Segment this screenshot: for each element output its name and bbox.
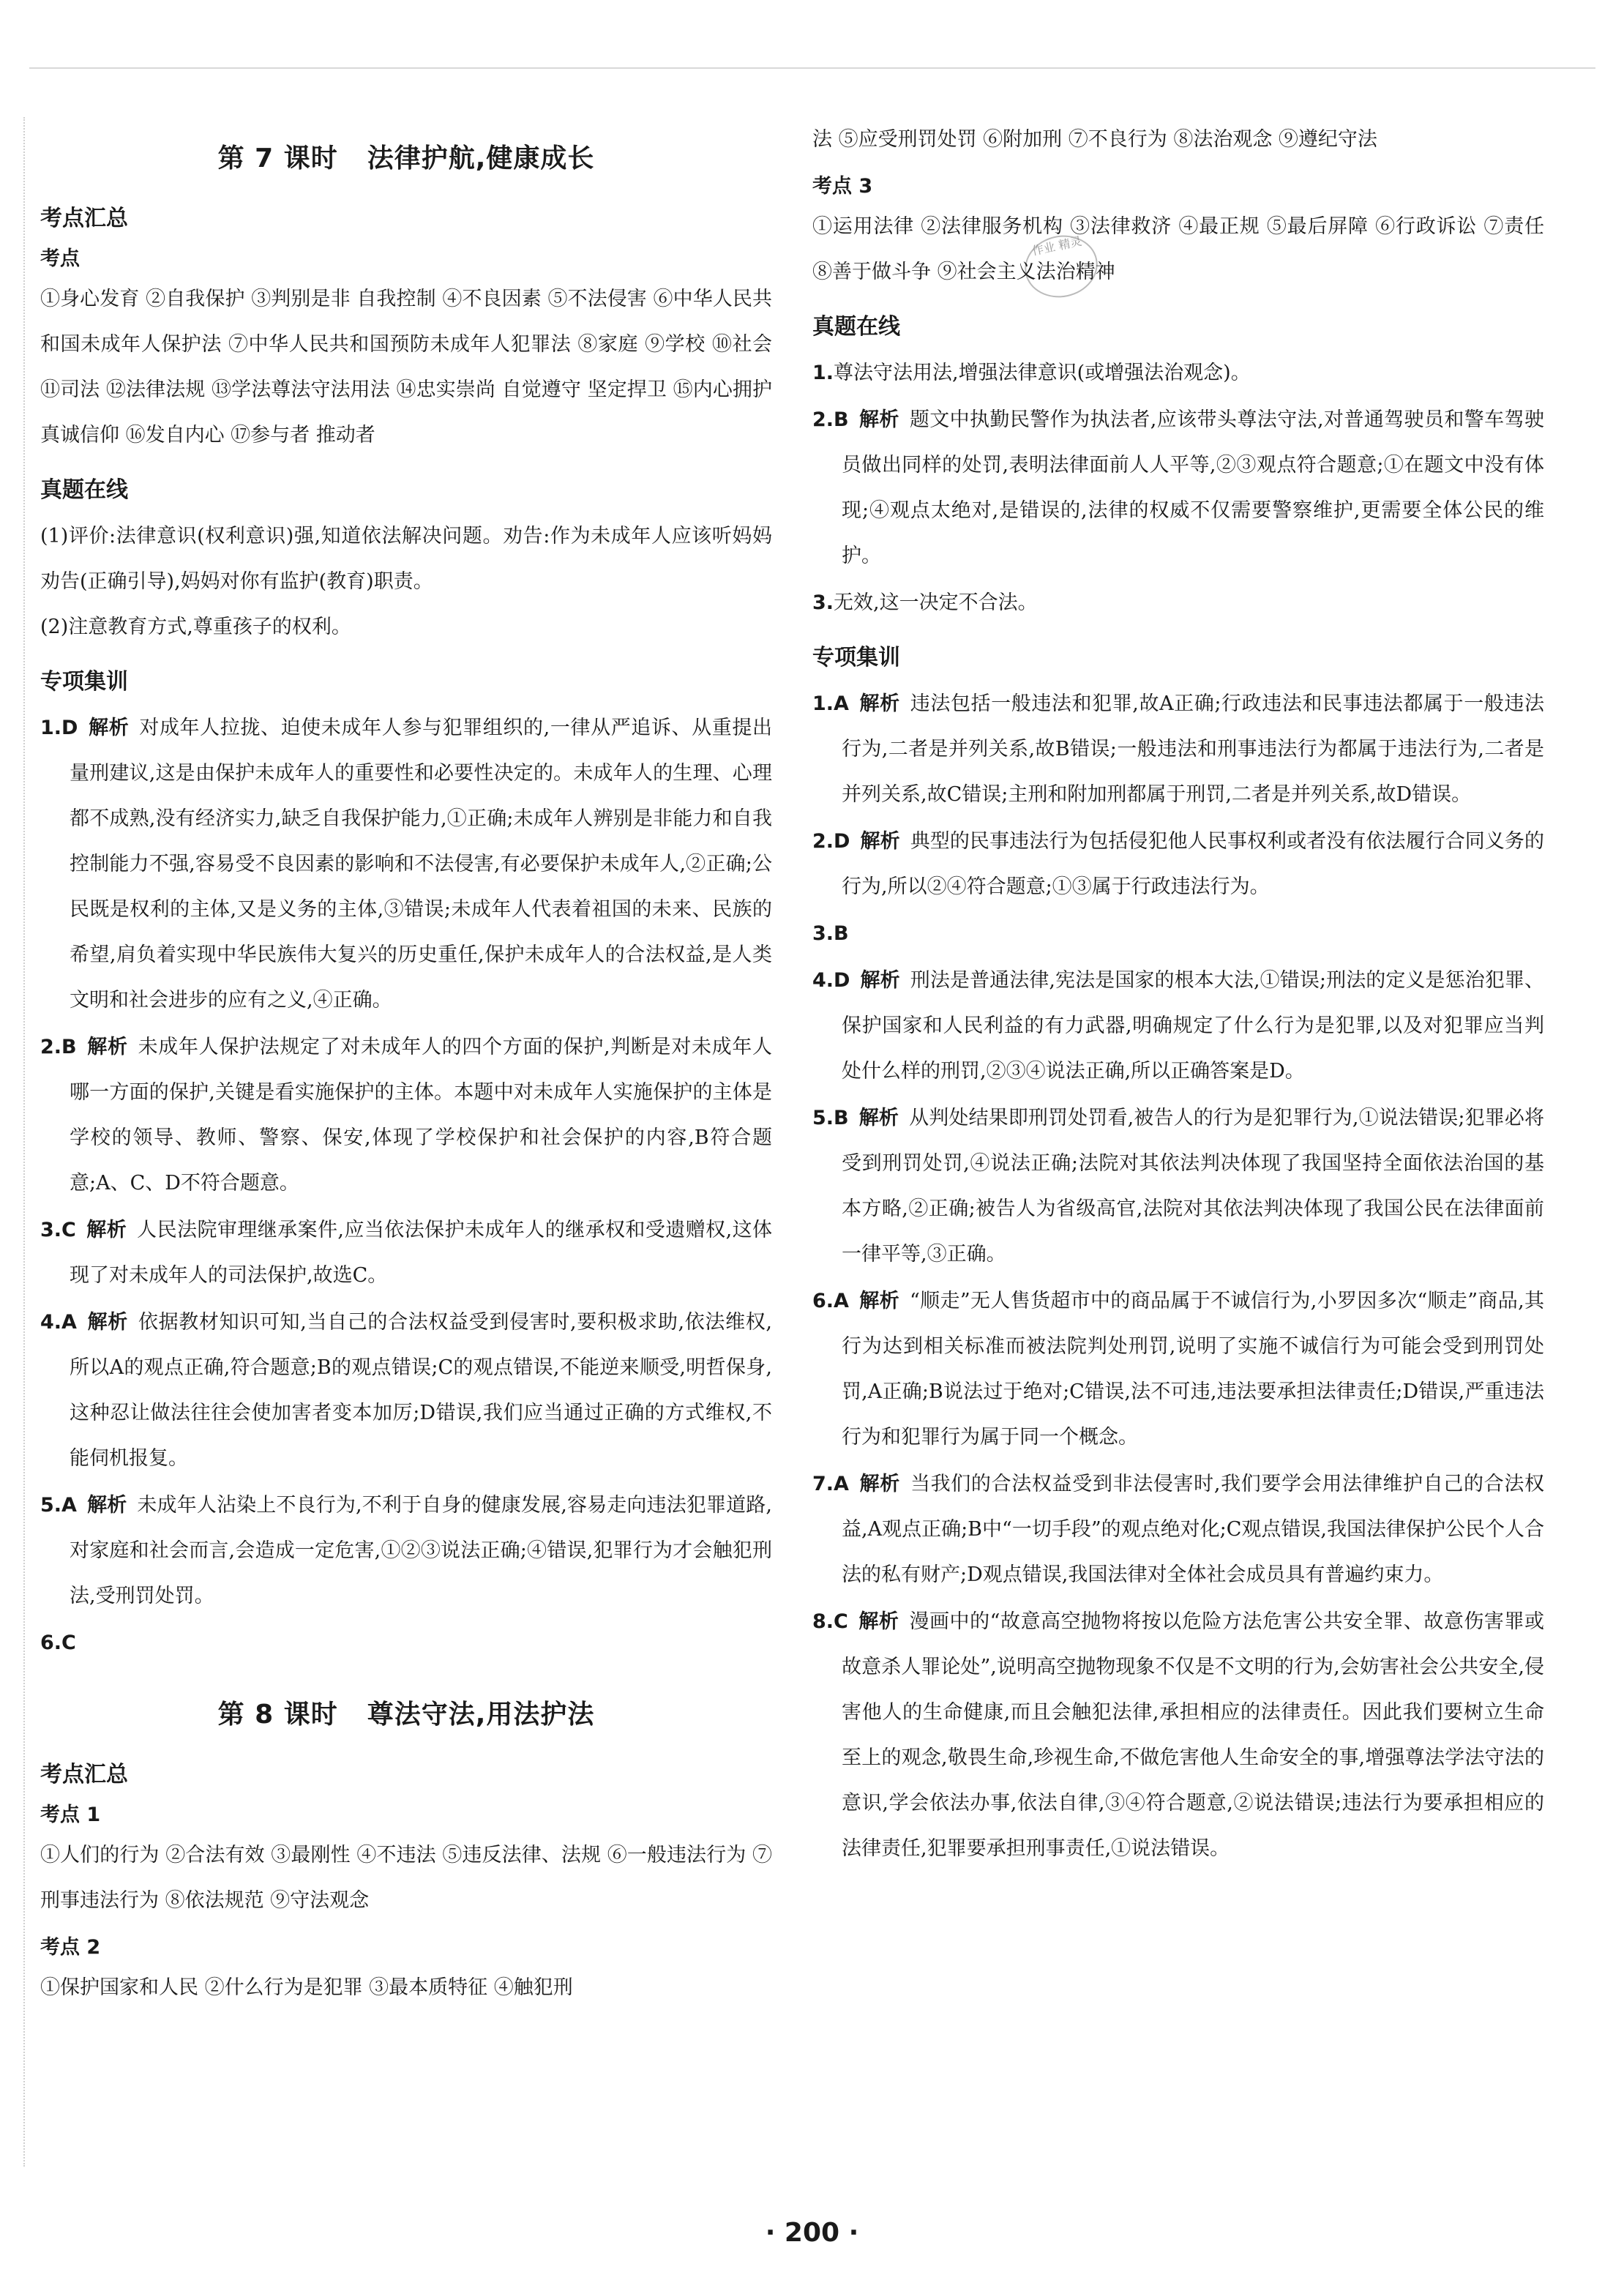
lesson8-number: 第 8 课时 [217,1700,338,1730]
page-number: · 200 · [765,2218,859,2248]
analysis-tag: 解析 [86,1494,127,1517]
lesson8-kaodian1-heading: 考点 1 [40,1804,101,1826]
analysis-tag: 解析 [86,1219,127,1241]
analysis-text: 依据教材知识可知,当自己的合法权益受到侵害时,要积极求助,依法维权,所以A的观点正确,符合题意;B的观点错误;C的观点错误,不能逆来顺受,明哲保身,这种忍让做法往往会使加害者变本加厉;D错误,我们应当通过正确的方式维权,不能伺机报复。 [70,1311,772,1470]
answer-number: 3. [812,591,834,614]
analysis-tag: 解析 [858,692,900,715]
answer-number: 1.A [812,692,849,715]
analysis-text: 人民法院审理继承案件,应当依法保护未成年人的继承权和受遗赠权,这体现了对未成年人的司法保护,故选C。 [70,1219,773,1287]
answer-item [40,706,772,1023]
answer-item [812,911,1544,957]
analysis-text: 无效,这一决定不合法。 [834,591,1038,614]
answer-number: 6.A [812,1290,849,1312]
analysis-text: 违法包括一般违法和犯罪,故A正确;行政违法和民事违法都属于一般违法行为,二者是并列关系,故B错误;一般违法和刑事违法行为都属于违法行为,二者是并列关系,故C错误;主刑和附加刑都属于刑罚,二者是并列关系,故D错误。 [842,692,1544,806]
lesson8-kaodian2-heading: 考点 2 [40,1936,101,1959]
lesson8-zhenti-heading: 真题在线 [812,314,900,340]
lesson7-kaodian-heading: 考点 [40,247,80,270]
answer-number: 7.A [812,1473,849,1495]
answer-item [812,397,1544,579]
analysis-tag: 解析 [858,1107,899,1129]
analysis-text: 对成年人拉拢、迫使未成年人参与犯罪组织的,一律从严追诉、从重提出量刑建议,这是由保护未成年人的重要性和必要性决定的。未成年人的生理、心理都不成熟,没有经济实力,缺乏自我保护能力,①正确;未成年人辨别是非能力和自我控制能力不强,容易受不良因素的影响和不法侵害,有必要保护未成年人,②正确;公民既是权利的主体,又是义务的主体,③错误;未成年人代表着祖国的未来、民族的希望,肩负着实现中华民族伟大复兴的历史重任,保护未成年人的合法权益,是人类文明和社会进步的应有之义,④正确。 [70,717,772,1012]
answer-number: 1.D [40,717,78,739]
answer-item [40,1483,772,1619]
left-column [40,110,772,2011]
answer-item [812,1096,1544,1277]
analysis-tag: 解析 [858,1290,899,1312]
analysis-text: 未成年人保护法规定了对未成年人的四个方面的保护,判断是对未成年人哪一方面的保护,关键是看实施保护的主体。本题中对未成年人实施保护的主体是学校的领导、教师、警察、保安,体现了学校保护和社会保护的内容,B符合题意;A、C、D不符合题意。 [70,1036,772,1195]
analysis-tag: 解析 [86,1311,128,1334]
lesson7-zhuanxiang-heading: 专项集训 [40,669,128,695]
analysis-text: 刑法是普通法律,宪法是国家的根本大法,①错误;刑法的定义是惩治犯罪、保护国家和人民利益的有力武器,明确规定了什么行为是犯罪,以及对犯罪应当判处什么样的刑罚,②③④说法正确,所以正确答案是D。 [842,969,1545,1083]
answer-item [812,681,1544,818]
answer-number: 4.A [40,1311,77,1334]
analysis-text: 尊法守法用法,增强法律意识(或增强法治观念)。 [834,362,1251,384]
lesson8-zhuanxiang-heading: 专项集训 [812,645,900,670]
answer-number: 1. [812,362,834,384]
answer-number: 8.C [812,1610,848,1633]
answer-item [812,351,1544,396]
lesson8-kaodian3-text: ①运用法律 ②法律服务机构 ③法律救济 ④最正规 ⑤最后屏障 ⑥行政诉讼 ⑦责任 ⑧善于做斗争 ⑨社会主义法治精神 [812,215,1544,283]
watermark-stamp-text: 作业 精灵 [1030,233,1083,258]
answer-number: 4.D [812,969,850,992]
answer-item [40,1300,772,1481]
lesson7-kaodian-text: ①身心发育 ②自我保护 ③判别是非 自我控制 ④不良因素 ⑤不法侵害 ⑥中华人民共和国未成年人保护法 ⑦中华人民共和国预防未成年人犯罪法 ⑧家庭 ⑨学校 ⑩社会 ⑪司法 ⑫法律法规 ⑬学法尊法守法用法 ⑭忠实崇尚 自觉遵守 坚定捍卫 ⑮内心拥护 真诚信仰 ⑯发自内心 ⑰参与者 推动者 [40,288,772,446]
answer-item [812,1599,1544,1872]
analysis-tag: 解析 [860,969,900,992]
answer-item [812,958,1544,1094]
answer-item [40,1208,772,1298]
lesson7-zhenti-heading: 真题在线 [40,477,128,503]
answer-number: 5.B [812,1107,849,1129]
answer-number: 2.D [812,830,850,853]
lesson8-kaodian3-heading: 考点 3 [812,175,873,198]
analysis-text: 未成年人沾染上不良行为,不利于自身的健康发展,容易走向违法犯罪道路,对家庭和社会而言,会造成一定危害,①②③说法正确;④错误,犯罪行为才会触犯刑法,受刑罚处罚。 [70,1494,773,1607]
answer-item [812,1279,1544,1460]
answer-number: 6.C [40,1632,76,1654]
lesson7-number: 第 7 课时 [217,143,338,173]
answer-number: 3.C [40,1219,76,1241]
lesson8-kaodian2-text: ①保护国家和人民 ②什么行为是犯罪 ③最本质特征 ④触犯刑 [40,1976,573,1999]
lesson8-kaodian1-text: ①人们的行为 ②合法有效 ③最刚性 ④不违法 ⑤违反法律、法规 ⑥一般违法行为 ⑦刑事违法行为 ⑧依法规范 ⑨守法观念 [40,1844,772,1912]
analysis-text: 从判处结果即刑罚处罚看,被告人的行为是犯罪行为,①说法错误;犯罪必将受到刑罚处罚,④说法正确;法院对其依法判决体现了我国坚持全面依法治国的基本方略,②正确;被告人为省级高官,法院对其依法判决体现了我国公民在法律面前一律平等,③正确。 [842,1107,1545,1266]
analysis-tag: 解析 [858,1610,899,1633]
top-divider [29,67,1595,69]
analysis-tag: 解析 [860,830,900,853]
lesson7-zhuanxiang-list [40,706,772,1666]
answer-number: 3.B [812,922,849,945]
answer-item [40,1025,772,1206]
lesson8-kaodian-huizong-heading: 考点汇总 [40,1762,128,1787]
answer-number: 2.B [812,408,849,431]
lesson7-zhenti-answer-2: (2)注意教育方式,尊重孩子的权利。 [40,616,351,638]
right-column [812,117,1544,1873]
analysis-tag: 解析 [858,1473,900,1495]
answer-item [40,1621,772,1666]
analysis-tag: 解析 [858,408,899,431]
lesson7-subtitle: 法律护航,健康成长 [367,143,595,173]
answer-number: 5.A [40,1494,77,1517]
analysis-tag: 解析 [88,717,130,739]
lesson8-zhuanxiang-list [812,681,1544,1872]
analysis-text: “顺走”无人售货超市中的商品属于不诚信行为,小罗因多次“顺走”商品,其行为达到相关标准而被法院判处刑罚,说明了实施不诚信行为可能会受到刑罚处罚,A正确;B说法过于绝对;C错误,法不可违,违法要承担法律责任;D错误,严重违法行为和犯罪行为属于同一个概念。 [842,1290,1544,1449]
analysis-text: 典型的民事违法行为包括侵犯他人民事权利或者没有依法履行合同义务的行为,所以②④符合题意;①③属于行政违法行为。 [842,830,1545,898]
answer-item [812,1462,1544,1598]
analysis-tag: 解析 [86,1036,128,1058]
analysis-text: 题文中执勤民警作为执法者,应该带头尊法守法,对普通驾驶员和警车驾驶员做出同样的处罚,表明法律面前人人平等,②③观点符合题意;①在题文中没有体现;④观点太绝对,是错误的,法律的权威不仅需要警察维护,更需要全体公民的维护。 [842,408,1544,567]
answer-number: 2.B [40,1036,77,1058]
lesson8-title [40,1694,772,1731]
lesson7-kaodian-huizong-heading: 考点汇总 [40,206,128,231]
lesson8-subtitle: 尊法守法,用法护法 [367,1700,595,1730]
analysis-text: 漫画中的“故意高空抛物将按以危险方法危害公共安全罪、故意伤害罪或故意杀人罪论处”,说明高空抛物现象不仅是不文明的行为,会妨害社会公共安全,侵害他人的生命健康,而且会触犯法律,承担相应的法律责任。因此我们要树立生命至上的观念,敬畏生命,珍视生命,不做危害他人生命安全的事,增强尊法学法守法的意识,学会依法办事,依法自律,③④符合题意,②说法错误;违法行为要承担相应的法律责任,犯罪要承担刑事责任,①说法错误。 [842,1610,1544,1860]
lesson7-zhenti-answer-1: (1)评价:法律意识(权利意识)强,知道依法解决问题。劝告:作为未成年人应该听妈妈劝告(正确引导),妈妈对你有监护(教育)职责。 [40,525,772,593]
lesson8-kaodian2-text-continued: 法 ⑤应受刑罚处罚 ⑥附加刑 ⑦不良行为 ⑧法治观念 ⑨遵纪守法 [812,128,1377,151]
lesson7-title [40,138,772,175]
answer-item [812,819,1544,910]
answer-item [812,580,1544,626]
lesson8-zhenti-list [812,351,1544,626]
analysis-text: 当我们的合法权益受到非法侵害时,我们要学会用法律维护自己的合法权益,A观点正确;B中“一切手段”的观点绝对化;C观点错误,我国法律保护公民个人合法的私有财产;D观点错误,我国法律对全体社会成员具有普遍约束力。 [842,1473,1544,1586]
binding-margin-line [23,117,25,2167]
